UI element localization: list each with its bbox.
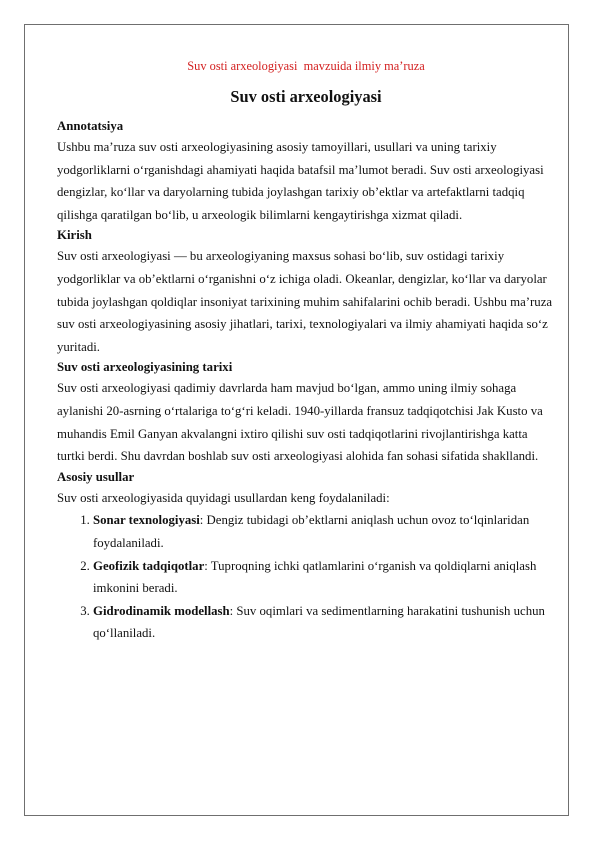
document-body	[57, 58, 555, 645]
intro-paragraph: Suv osti arxeologiyasi — bu arxeologiyaning maxsus sohasi bo‘lib, suv ostidagi tarixiy yodgorliklar va ob’ektlarni o‘rganishni o‘z ichiga oladi. Okeanlar, dengizlar, ko‘llar va daryolar tubida joylashgan qoldiqlar insoniyat tarixining muhim sahifalarini ochib beradi. Ushbu ma’ruza suv osti arxeologiyasining asosiy jihatlari, tarixi, texnologiyalari va ilmiy ahamiyati haqida so‘z yuritadi.	[57, 249, 553, 354]
history-paragraph: Suv osti arxeologiyasi qadimiy davrlarda ham mavjud bo‘lgan, ammo uning ilmiy sohaga aylanishi 20-asrning o‘rtalariga to‘g‘ri keladi. 1940-yillarda fransuz tadqiqotchisi Jak Kusto va muhandis Emil Ganyan akvalangni ixtiro qilishi suv osti tadqiqotlarini rivojlantirishga katta turtki berdi. Shu davrdan boshlab suv osti arxeologiyasi alohida fan sohasi sifatida shakllandi.	[57, 381, 543, 464]
methods-intro-paragraph: Suv osti arxeologiyasida quyidagi usullardan keng foydalaniladi:	[57, 490, 390, 505]
list-item	[93, 600, 555, 645]
document-subtitle: Suv osti arxeologiyasi mavzuida ilmiy ma’ruza	[187, 59, 425, 73]
annotation-paragraph: Ushbu ma’ruza suv osti arxeologiyasining asosiy tamoyillari, usullari va uning tarixiy yodgorliklarni o‘rganishdagi ahamiyati haqida batafsil ma’lumot beradi. Suv osti arxeologiyasi dengizlar, ko‘llar va daryolarning tubida joylashgan tarixiy ob’ektlar va artefaktlarni tadqiq qilishga qaratilgan bo‘lib, u arxeologik bilimlarni kengaytirishga xizmat qiladi.	[57, 140, 544, 222]
list-item	[93, 509, 555, 554]
section-heading-intro: Kirish	[57, 228, 92, 243]
list-item-description: : Dengiz tubidagi ob’ektlarni aniqlash uchun ovoz to‘lqinlaridan foydalaniladi.	[93, 513, 530, 550]
list-item-description: : Suv oqimlari va sedimentlarning harakatini tushunish uchun qo‘llaniladi.	[93, 603, 545, 641]
section-heading-methods: Asosiy usullar	[57, 469, 135, 484]
list-item-term: Geofizik tadqiqotlar	[93, 558, 205, 573]
list-item-term: Gidrodinamik modellash	[93, 603, 230, 618]
document-title: Suv osti arxeologiyasi	[230, 87, 382, 106]
list-item-term: Sonar texnologiyasi	[93, 513, 200, 528]
methods-list	[57, 509, 555, 645]
section-heading-history: Suv osti arxeologiyasining tarixi	[57, 360, 233, 375]
list-item	[93, 555, 555, 600]
list-item-description: : Tuproqning ichki qatlamlarini o‘rganish va qoldiqlarni aniqlash imkonini beradi.	[93, 558, 537, 596]
section-heading-annotation: Annotatsiya	[57, 119, 124, 133]
